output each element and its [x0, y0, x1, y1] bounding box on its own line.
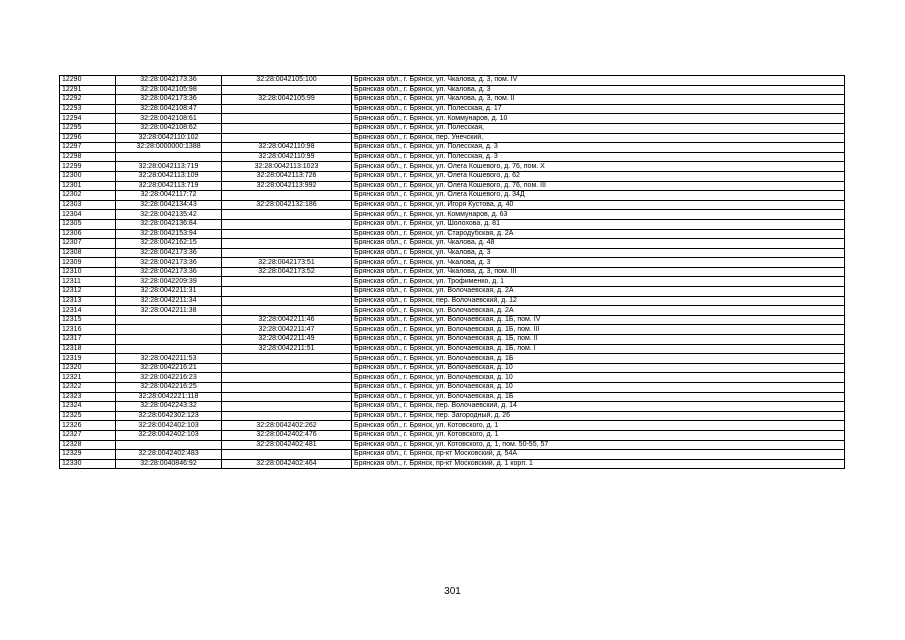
related-cadastral-number-cell: 32:28:0042402:476 — [222, 430, 352, 440]
address-cell: Брянская обл., г. Брянск, ул. Трофименко, д. 1 — [352, 277, 845, 287]
table-row — [60, 85, 845, 95]
related-cadastral-number-cell: 32:28:0042113:726 — [222, 171, 352, 181]
row-number-cell: 12300 — [60, 171, 116, 181]
table-row — [60, 411, 845, 421]
address-cell: Брянская обл., г. Брянск, ул. Полесская, д. 3 — [352, 152, 845, 162]
table-row — [60, 191, 845, 201]
table-row — [60, 162, 845, 172]
related-cadastral-number-cell: 32:28:0042402:464 — [222, 459, 352, 469]
cadastral-number-cell: 32:28:0042173:36 — [116, 95, 222, 105]
related-cadastral-number-cell — [222, 229, 352, 239]
row-number-cell: 12326 — [60, 421, 116, 431]
address-cell: Брянская обл., г. Брянск, ул. Олега Кошевого, д. 34Д — [352, 191, 845, 201]
address-cell: Брянская обл., г. Брянск, ул. Чкалова, д. 48 — [352, 239, 845, 249]
registry-table-body — [60, 76, 845, 469]
address-cell: Брянская обл., г. Брянск, ул. Коммунаров, д. 63 — [352, 210, 845, 220]
table-row — [60, 229, 845, 239]
row-number-cell: 12298 — [60, 152, 116, 162]
row-number-cell: 12295 — [60, 123, 116, 133]
cadastral-number-cell — [116, 325, 222, 335]
cadastral-number-cell: 32:28:0042136:84 — [116, 219, 222, 229]
cadastral-number-cell: 32:28:0042134:43 — [116, 200, 222, 210]
cadastral-number-cell: 32:28:0042108:47 — [116, 104, 222, 114]
related-cadastral-number-cell — [222, 296, 352, 306]
cadastral-number-cell: 32:28:0042173:36 — [116, 267, 222, 277]
address-cell: Брянская обл., г. Брянск, ул. Чкалова, д. 3, пом. II — [352, 95, 845, 105]
related-cadastral-number-cell — [222, 85, 352, 95]
table-row — [60, 440, 845, 450]
cadastral-number-cell: 32:28:0042110:102 — [116, 133, 222, 143]
table-row — [60, 315, 845, 325]
address-cell: Брянская обл., г. Брянск, ул. Полесская, — [352, 123, 845, 133]
row-number-cell: 12328 — [60, 440, 116, 450]
cadastral-number-cell: 32:28:0042216:23 — [116, 373, 222, 383]
table-row — [60, 344, 845, 354]
cadastral-number-cell: 32:28:0040846:92 — [116, 459, 222, 469]
address-cell: Брянская обл., г. Брянск, пер. Волочаевский, д. 14 — [352, 402, 845, 412]
related-cadastral-number-cell — [222, 133, 352, 143]
row-number-cell: 12296 — [60, 133, 116, 143]
cadastral-number-cell: 32:28:0042117:72 — [116, 191, 222, 201]
row-number-cell: 12318 — [60, 344, 116, 354]
table-row — [60, 421, 845, 431]
address-cell: Брянская обл., г. Брянск, ул. Волочаевская, д. 1Б, пом. IV — [352, 315, 845, 325]
cadastral-number-cell: 32:28:0042173:36 — [116, 76, 222, 86]
table-row — [60, 459, 845, 469]
page-number: 301 — [444, 586, 461, 597]
row-number-cell: 12312 — [60, 287, 116, 297]
address-cell: Брянская обл., г. Брянск, ул. Волочаевская, д. 1Б, пом. III — [352, 325, 845, 335]
table-row — [60, 143, 845, 153]
related-cadastral-number-cell: 32:28:0042110:98 — [222, 143, 352, 153]
related-cadastral-number-cell: 32:28:0042132:186 — [222, 200, 352, 210]
table-row — [60, 95, 845, 105]
cadastral-number-cell: 32:28:0042402:103 — [116, 430, 222, 440]
related-cadastral-number-cell: 32:28:0042402:481 — [222, 440, 352, 450]
related-cadastral-number-cell — [222, 219, 352, 229]
address-cell: Брянская обл., г. Брянск, ул. Полесская, д. 3 — [352, 143, 845, 153]
related-cadastral-number-cell — [222, 402, 352, 412]
row-number-cell: 12316 — [60, 325, 116, 335]
row-number-cell: 12317 — [60, 335, 116, 345]
address-cell: Брянская обл., г. Брянск, ул. Игоря Кустова, д. 40 — [352, 200, 845, 210]
address-cell: Брянская обл., г. Брянск, ул. Коммунаров, д. 10 — [352, 114, 845, 124]
cadastral-number-cell: 32:28:0042211:38 — [116, 306, 222, 316]
related-cadastral-number-cell — [222, 354, 352, 364]
property-registry-table — [59, 75, 845, 469]
row-number-cell: 12315 — [60, 315, 116, 325]
address-cell: Брянская обл., г. Брянск, ул. Стародубская, д. 2А — [352, 229, 845, 239]
row-number-cell: 12291 — [60, 85, 116, 95]
related-cadastral-number-cell: 32:28:0042110:99 — [222, 152, 352, 162]
row-number-cell: 12329 — [60, 450, 116, 460]
related-cadastral-number-cell: 32:28:0042113:992 — [222, 181, 352, 191]
row-number-cell: 12293 — [60, 104, 116, 114]
address-cell: Брянская обл., г. Брянск, ул. Котовского, д. 1 — [352, 421, 845, 431]
related-cadastral-number-cell — [222, 239, 352, 249]
table-row — [60, 210, 845, 220]
related-cadastral-number-cell: 32:28:0042211:47 — [222, 325, 352, 335]
cadastral-number-cell: 32:28:0042113:719 — [116, 181, 222, 191]
address-cell: Брянская обл., г. Брянск, ул. Волочаевская, д. 1Б — [352, 354, 845, 364]
cadastral-number-cell: 32:28:0042108:61 — [116, 114, 222, 124]
cadastral-number-cell: 32:28:0042162:15 — [116, 239, 222, 249]
row-number-cell: 12309 — [60, 258, 116, 268]
row-number-cell: 12310 — [60, 267, 116, 277]
table-row — [60, 258, 845, 268]
row-number-cell: 12305 — [60, 219, 116, 229]
address-cell: Брянская обл., г. Брянск, ул. Чкалова, д. 3, пом. IV — [352, 76, 845, 86]
related-cadastral-number-cell — [222, 248, 352, 258]
table-row — [60, 76, 845, 86]
cadastral-number-cell: 32:28:0042209:39 — [116, 277, 222, 287]
address-cell: Брянская обл., г. Брянск, ул. Чкалова, д. 3, пом. III — [352, 267, 845, 277]
related-cadastral-number-cell — [222, 306, 352, 316]
cadastral-number-cell: 32:28:0042135:42 — [116, 210, 222, 220]
table-row — [60, 152, 845, 162]
address-cell: Брянская обл., г. Брянск, ул. Чкалова, д. 3 — [352, 248, 845, 258]
table-row — [60, 248, 845, 258]
related-cadastral-number-cell — [222, 363, 352, 373]
cadastral-number-cell: 32:28:0042302:123 — [116, 411, 222, 421]
cadastral-number-cell: 32:28:0042216:25 — [116, 383, 222, 393]
row-number-cell: 12294 — [60, 114, 116, 124]
cadastral-number-cell: 32:28:0042113:719 — [116, 162, 222, 172]
row-number-cell: 12330 — [60, 459, 116, 469]
row-number-cell: 12319 — [60, 354, 116, 364]
cadastral-number-cell: 32:28:0042211:53 — [116, 354, 222, 364]
address-cell: Брянская обл., г. Брянск, ул. Олега Кошевого, д. 76, пом. III — [352, 181, 845, 191]
row-number-cell: 12301 — [60, 181, 116, 191]
address-cell: Брянская обл., г. Брянск, ул. Олега Кошевого, д. 62 — [352, 171, 845, 181]
related-cadastral-number-cell — [222, 114, 352, 124]
related-cadastral-number-cell: 32:28:0042173:52 — [222, 267, 352, 277]
row-number-cell: 12304 — [60, 210, 116, 220]
table-row — [60, 383, 845, 393]
related-cadastral-number-cell — [222, 104, 352, 114]
table-row — [60, 239, 845, 249]
row-number-cell: 12320 — [60, 363, 116, 373]
table-row — [60, 123, 845, 133]
related-cadastral-number-cell — [222, 191, 352, 201]
address-cell: Брянская обл., г. Брянск, ул. Волочаевская, д. 2А — [352, 306, 845, 316]
table-row — [60, 363, 845, 373]
cadastral-number-cell: 32:28:0042221:118 — [116, 392, 222, 402]
row-number-cell: 12290 — [60, 76, 116, 86]
table-row — [60, 171, 845, 181]
related-cadastral-number-cell: 32:28:0042211:51 — [222, 344, 352, 354]
row-number-cell: 12307 — [60, 239, 116, 249]
cadastral-number-cell: 32:28:0042173:36 — [116, 258, 222, 268]
table-row — [60, 296, 845, 306]
related-cadastral-number-cell: 32:28:0042113:1023 — [222, 162, 352, 172]
address-cell: Брянская обл., г. Брянск, ул. Волочаевская, д. 10 — [352, 363, 845, 373]
cadastral-number-cell: 32:28:0042216:21 — [116, 363, 222, 373]
related-cadastral-number-cell — [222, 392, 352, 402]
related-cadastral-number-cell: 32:28:0042211:49 — [222, 335, 352, 345]
table-row — [60, 200, 845, 210]
related-cadastral-number-cell — [222, 123, 352, 133]
table-row — [60, 373, 845, 383]
cadastral-number-cell: 32:28:0042153:94 — [116, 229, 222, 239]
address-cell: Брянская обл., г. Брянск, ул. Котовского, д. 1, пом. 50-55, 57 — [352, 440, 845, 450]
table-row — [60, 219, 845, 229]
related-cadastral-number-cell — [222, 411, 352, 421]
row-number-cell: 12327 — [60, 430, 116, 440]
table-row — [60, 277, 845, 287]
address-cell: Брянская обл., г. Брянск, ул. Шолохова, д. 81 — [352, 219, 845, 229]
row-number-cell: 12308 — [60, 248, 116, 258]
cadastral-number-cell: 32:28:0042113:109 — [116, 171, 222, 181]
cadastral-number-cell — [116, 335, 222, 345]
table-row — [60, 114, 845, 124]
row-number-cell: 12297 — [60, 143, 116, 153]
cadastral-number-cell: 32:28:0042211:31 — [116, 287, 222, 297]
table-row — [60, 267, 845, 277]
address-cell: Брянская обл., г. Брянск, пр-кт Московский, д. 54А — [352, 450, 845, 460]
cadastral-number-cell — [116, 344, 222, 354]
related-cadastral-number-cell: 32:28:0042105:100 — [222, 76, 352, 86]
address-cell: Брянская обл., г. Брянск, пер. Волочаевский, д. 12 — [352, 296, 845, 306]
table-row — [60, 335, 845, 345]
cadastral-number-cell: 32:28:0042211:34 — [116, 296, 222, 306]
cadastral-number-cell — [116, 152, 222, 162]
related-cadastral-number-cell: 32:28:0042402:262 — [222, 421, 352, 431]
related-cadastral-number-cell — [222, 277, 352, 287]
table-row — [60, 402, 845, 412]
address-cell: Брянская обл., г. Брянск, ул. Волочаевская, д. 2А — [352, 287, 845, 297]
row-number-cell: 12306 — [60, 229, 116, 239]
address-cell: Брянская обл., г. Брянск, ул. Котовского, д. 1 — [352, 430, 845, 440]
row-number-cell: 12303 — [60, 200, 116, 210]
cadastral-number-cell: 32:28:0042108:62 — [116, 123, 222, 133]
cadastral-number-cell: 32:28:0042402:483 — [116, 450, 222, 460]
table-row — [60, 306, 845, 316]
address-cell: Брянская обл., г. Брянск, ул. Волочаевская, д. 1Б — [352, 392, 845, 402]
row-number-cell: 12322 — [60, 383, 116, 393]
address-cell: Брянская обл., г. Брянск, пер. Унечский, — [352, 133, 845, 143]
related-cadastral-number-cell — [222, 287, 352, 297]
address-cell: Брянская обл., г. Брянск, ул. Волочаевская, д. 10 — [352, 383, 845, 393]
row-number-cell: 12299 — [60, 162, 116, 172]
table-row — [60, 287, 845, 297]
address-cell: Брянская обл., г. Брянск, ул. Чкалова, д. 3 — [352, 258, 845, 268]
related-cadastral-number-cell — [222, 373, 352, 383]
address-cell: Брянская обл., г. Брянск, ул. Полесская, д. 17 — [352, 104, 845, 114]
row-number-cell: 12292 — [60, 95, 116, 105]
row-number-cell: 12324 — [60, 402, 116, 412]
related-cadastral-number-cell: 32:28:0042211:46 — [222, 315, 352, 325]
related-cadastral-number-cell — [222, 210, 352, 220]
address-cell: Брянская обл., г. Брянск, ул. Волочаевская, д. 1Б, пом. I — [352, 344, 845, 354]
table-row — [60, 450, 845, 460]
row-number-cell: 12313 — [60, 296, 116, 306]
cadastral-number-cell: 32:28:0042402:103 — [116, 421, 222, 431]
cadastral-number-cell — [116, 440, 222, 450]
address-cell: Брянская обл., г. Брянск, пр-кт Московский, д. 1 корп. 1 — [352, 459, 845, 469]
cadastral-number-cell: 32:28:0042173:36 — [116, 248, 222, 258]
table-row — [60, 354, 845, 364]
cadastral-number-cell — [116, 315, 222, 325]
address-cell: Брянская обл., г. Брянск, пер. Загородный, д. 26 — [352, 411, 845, 421]
row-number-cell: 12302 — [60, 191, 116, 201]
row-number-cell: 12314 — [60, 306, 116, 316]
table-row — [60, 181, 845, 191]
related-cadastral-number-cell — [222, 383, 352, 393]
row-number-cell: 12323 — [60, 392, 116, 402]
row-number-cell: 12311 — [60, 277, 116, 287]
address-cell: Брянская обл., г. Брянск, ул. Олега Кошевого, д. 76, пом. X — [352, 162, 845, 172]
cadastral-number-cell: 32:28:0000000:1388 — [116, 143, 222, 153]
table-row — [60, 392, 845, 402]
address-cell: Брянская обл., г. Брянск, ул. Волочаевская, д. 10 — [352, 373, 845, 383]
table-row — [60, 104, 845, 114]
address-cell: Брянская обл., г. Брянск, ул. Волочаевская, д. 1Б, пом. II — [352, 335, 845, 345]
cadastral-number-cell: 32:28:0042243:32 — [116, 402, 222, 412]
table-row — [60, 325, 845, 335]
related-cadastral-number-cell: 32:28:0042105:99 — [222, 95, 352, 105]
cadastral-number-cell: 32:28:0042105:98 — [116, 85, 222, 95]
related-cadastral-number-cell — [222, 450, 352, 460]
related-cadastral-number-cell: 32:28:0042173:51 — [222, 258, 352, 268]
row-number-cell: 12325 — [60, 411, 116, 421]
address-cell: Брянская обл., г. Брянск, ул. Чкалова, д. 3 — [352, 85, 845, 95]
table-row — [60, 430, 845, 440]
row-number-cell: 12321 — [60, 373, 116, 383]
table-row — [60, 133, 845, 143]
